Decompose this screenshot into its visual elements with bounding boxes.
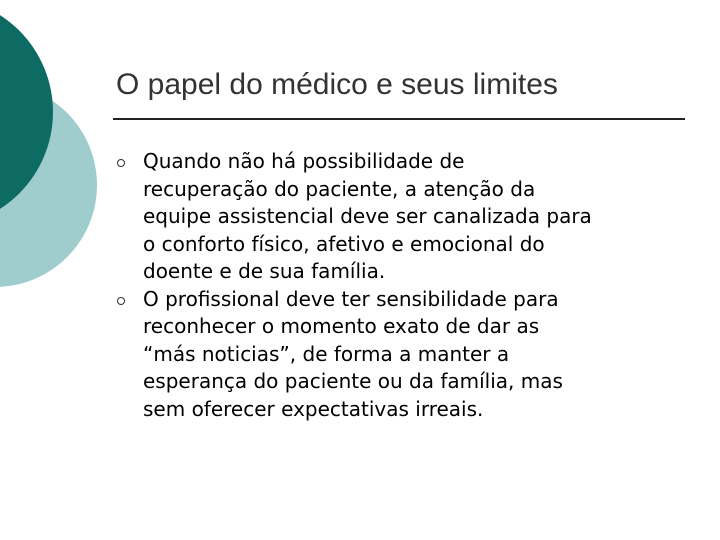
bullet-list [117,148,697,423]
bullet-marker-icon [117,297,125,305]
bullet-line: reconhecer o momento exato de dar as [143,314,540,338]
bullet-marker-icon [117,159,125,167]
bullet-line: O profissional deve ter sensibilidade para [143,286,559,311]
bullet-line: esperança do paciente ou da família, mas [143,369,563,393]
slide-title: O papel do médico e seus limites [116,68,558,101]
bullet-line: recuperação do paciente, a atenção da [143,176,536,201]
bullet-item [117,286,697,424]
bullet-line: “más noticias”, de forma a manter a [143,341,510,366]
bullet-line: sem oferecer expectativas irreais. [143,396,484,421]
bullet-line: equipe assistencial deve ser canalizada para [143,204,592,228]
title-divider [113,118,685,120]
bullet-line: Quando não há possibilidade de [143,149,465,173]
bullet-line: o conforto físico, afetivo e emocional do [143,231,545,256]
bullet-line: doente e de sua família. [143,259,386,283]
bullet-item [117,148,697,286]
